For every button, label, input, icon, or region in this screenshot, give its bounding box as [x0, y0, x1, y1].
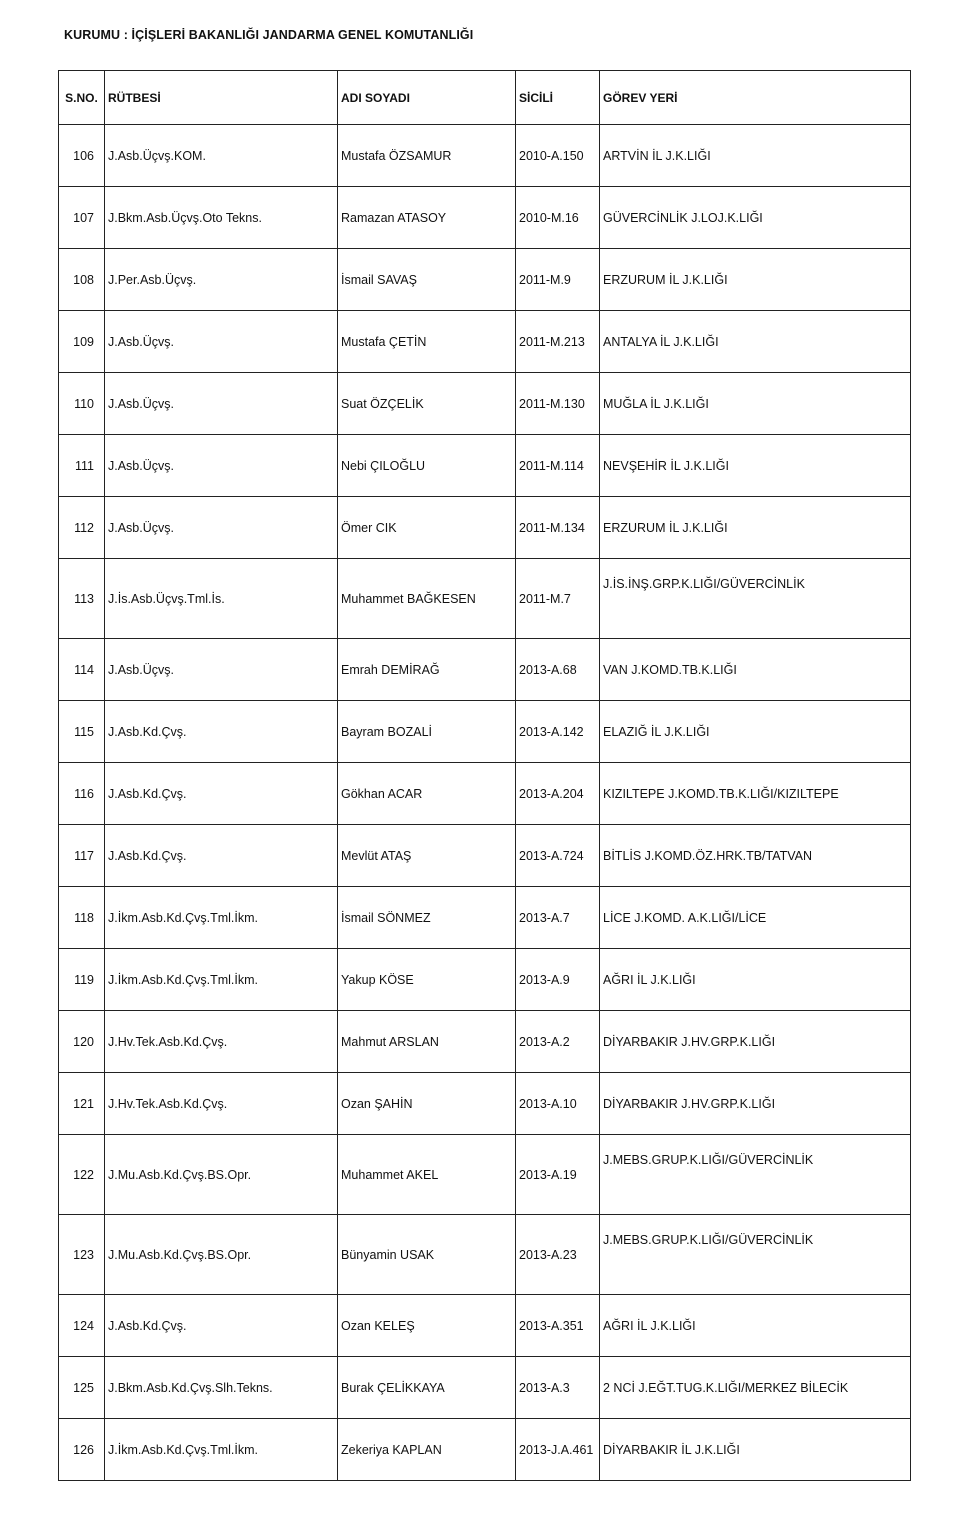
cell-sno: 108: [59, 249, 105, 311]
cell-rutbe: J.Mu.Asb.Kd.Çvş.BS.Opr.: [105, 1135, 338, 1215]
cell-sicil: 2013-A.142: [516, 701, 600, 763]
cell-adi-soyadi: Mustafa ÇETİN: [338, 311, 516, 373]
cell-adi-soyadi: Suat ÖZÇELİK: [338, 373, 516, 435]
column-header-adi-soyadi: ADI SOYADI: [338, 71, 516, 125]
cell-sno: 121: [59, 1073, 105, 1135]
cell-sno: 125: [59, 1357, 105, 1419]
cell-rutbe: J.Asb.Üçvş.: [105, 373, 338, 435]
cell-sicil: 2013-A.7: [516, 887, 600, 949]
cell-sno: 111: [59, 435, 105, 497]
table-row: [59, 639, 911, 701]
cell-sicil: 2013-A.19: [516, 1135, 600, 1215]
table-row: [59, 1215, 911, 1295]
cell-adi-soyadi: Zekeriya KAPLAN: [338, 1419, 516, 1481]
cell-adi-soyadi: Gökhan ACAR: [338, 763, 516, 825]
table-row: [59, 825, 911, 887]
cell-adi-soyadi: Muhammet BAĞKESEN: [338, 559, 516, 639]
table-row: [59, 497, 911, 559]
table-row: [59, 1419, 911, 1481]
cell-rutbe: J.Asb.Kd.Çvş.: [105, 1295, 338, 1357]
cell-sicil: 2011-M.134: [516, 497, 600, 559]
cell-rutbe: J.Bkm.Asb.Üçvş.Oto Tekns.: [105, 187, 338, 249]
cell-gorev-yeri: AĞRI İL J.K.LIĞI: [600, 949, 911, 1011]
cell-sicil: 2011-M.9: [516, 249, 600, 311]
cell-gorev-yeri: NEVŞEHİR İL J.K.LIĞI: [600, 435, 911, 497]
table-row: [59, 763, 911, 825]
table-row: [59, 1135, 911, 1215]
table-row: [59, 1011, 911, 1073]
cell-gorev-yeri: MUĞLA İL J.K.LIĞI: [600, 373, 911, 435]
table-row: [59, 559, 911, 639]
cell-adi-soyadi: İsmail SAVAŞ: [338, 249, 516, 311]
table-row: [59, 1073, 911, 1135]
table-row: [59, 701, 911, 763]
cell-sno: 119: [59, 949, 105, 1011]
cell-sicil: 2013-A.3: [516, 1357, 600, 1419]
cell-gorev-yeri: ELAZIĞ İL J.K.LIĞI: [600, 701, 911, 763]
cell-gorev-yeri: DİYARBAKIR İL J.K.LIĞI: [600, 1419, 911, 1481]
table-row: [59, 435, 911, 497]
cell-sicil: 2013-J.A.461: [516, 1419, 600, 1481]
cell-adi-soyadi: Mevlüt ATAŞ: [338, 825, 516, 887]
table-row: [59, 373, 911, 435]
table-row: [59, 249, 911, 311]
cell-sno: 118: [59, 887, 105, 949]
table-header: [59, 71, 911, 125]
cell-sicil: 2013-A.724: [516, 825, 600, 887]
column-header-sno: S.NO.: [59, 71, 105, 125]
cell-sno: 106: [59, 125, 105, 187]
cell-rutbe: J.İkm.Asb.Kd.Çvş.Tml.İkm.: [105, 949, 338, 1011]
cell-rutbe: J.Asb.Üçvş.: [105, 497, 338, 559]
cell-sno: 126: [59, 1419, 105, 1481]
cell-sicil: 2011-M.130: [516, 373, 600, 435]
cell-rutbe: J.Asb.Kd.Çvş.: [105, 763, 338, 825]
cell-gorev-yeri: GÜVERCİNLİK J.LOJ.K.LIĞI: [600, 187, 911, 249]
cell-adi-soyadi: Muhammet AKEL: [338, 1135, 516, 1215]
cell-adi-soyadi: Ozan ŞAHİN: [338, 1073, 516, 1135]
table-row: [59, 949, 911, 1011]
cell-gorev-yeri: KIZILTEPE J.KOMD.TB.K.LIĞI/KIZILTEPE: [600, 763, 911, 825]
document-header: KURUMU : İÇİŞLERİ BAKANLIĞI JANDARMA GENEL KOMUTANLIĞI: [64, 28, 474, 42]
cell-sno: 109: [59, 311, 105, 373]
cell-gorev-yeri: BİTLİS J.KOMD.ÖZ.HRK.TB/TATVAN: [600, 825, 911, 887]
cell-rutbe: J.Asb.Üçvş.: [105, 311, 338, 373]
cell-adi-soyadi: Nebi ÇILOĞLU: [338, 435, 516, 497]
table-row: [59, 1357, 911, 1419]
table-row: [59, 311, 911, 373]
cell-adi-soyadi: Ozan KELEŞ: [338, 1295, 516, 1357]
cell-gorev-yeri: LİCE J.KOMD. A.K.LIĞI/LİCE: [600, 887, 911, 949]
cell-sicil: 2010-A.150: [516, 125, 600, 187]
cell-gorev-yeri: ARTVİN İL J.K.LIĞI: [600, 125, 911, 187]
cell-sno: 123: [59, 1215, 105, 1295]
cell-sicil: 2013-A.23: [516, 1215, 600, 1295]
cell-rutbe: J.Asb.Kd.Çvş.: [105, 825, 338, 887]
cell-adi-soyadi: Bayram BOZALİ: [338, 701, 516, 763]
cell-sno: 122: [59, 1135, 105, 1215]
cell-adi-soyadi: Bünyamin USAK: [338, 1215, 516, 1295]
table-body: [59, 125, 911, 1481]
cell-gorev-yeri: ANTALYA İL J.K.LIĞI: [600, 311, 911, 373]
cell-rutbe: J.Asb.Kd.Çvş.: [105, 701, 338, 763]
cell-rutbe: J.Hv.Tek.Asb.Kd.Çvş.: [105, 1011, 338, 1073]
cell-sicil: 2011-M.213: [516, 311, 600, 373]
cell-sno: 116: [59, 763, 105, 825]
cell-sno: 117: [59, 825, 105, 887]
cell-sicil: 2011-M.114: [516, 435, 600, 497]
cell-adi-soyadi: Ramazan ATASOY: [338, 187, 516, 249]
cell-gorev-yeri: VAN J.KOMD.TB.K.LIĞI: [600, 639, 911, 701]
cell-gorev-yeri: J.MEBS.GRUP.K.LIĞI/GÜVERCİNLİK: [600, 1135, 911, 1215]
cell-rutbe: J.İs.Asb.Üçvş.Tml.İs.: [105, 559, 338, 639]
column-header-gorev-yeri: GÖREV YERİ: [600, 71, 911, 125]
cell-sicil: 2013-A.9: [516, 949, 600, 1011]
column-header-rutbe: RÜTBESİ: [105, 71, 338, 125]
cell-gorev-yeri: 2 NCİ J.EĞT.TUG.K.LIĞI/MERKEZ BİLECİK: [600, 1357, 911, 1419]
cell-adi-soyadi: Burak ÇELİKKAYA: [338, 1357, 516, 1419]
column-header-sicil: SİCİLİ: [516, 71, 600, 125]
header-row: [59, 71, 911, 125]
cell-adi-soyadi: İsmail SÖNMEZ: [338, 887, 516, 949]
cell-sno: 115: [59, 701, 105, 763]
cell-rutbe: J.Asb.Üçvş.: [105, 435, 338, 497]
cell-sno: 110: [59, 373, 105, 435]
table-row: [59, 887, 911, 949]
cell-sicil: 2013-A.204: [516, 763, 600, 825]
cell-gorev-yeri: AĞRI İL J.K.LIĞI: [600, 1295, 911, 1357]
cell-rutbe: J.Asb.Üçvş.KOM.: [105, 125, 338, 187]
cell-rutbe: J.Per.Asb.Üçvş.: [105, 249, 338, 311]
personnel-table: [58, 70, 911, 1481]
cell-adi-soyadi: Yakup KÖSE: [338, 949, 516, 1011]
cell-sicil: 2013-A.10: [516, 1073, 600, 1135]
cell-adi-soyadi: Mahmut ARSLAN: [338, 1011, 516, 1073]
cell-sicil: 2013-A.2: [516, 1011, 600, 1073]
cell-rutbe: J.Mu.Asb.Kd.Çvş.BS.Opr.: [105, 1215, 338, 1295]
cell-adi-soyadi: Emrah DEMİRAĞ: [338, 639, 516, 701]
cell-sicil: 2010-M.16: [516, 187, 600, 249]
cell-sicil: 2013-A.351: [516, 1295, 600, 1357]
cell-sno: 107: [59, 187, 105, 249]
cell-adi-soyadi: Ömer CIK: [338, 497, 516, 559]
cell-gorev-yeri: DİYARBAKIR J.HV.GRP.K.LIĞI: [600, 1073, 911, 1135]
cell-rutbe: J.İkm.Asb.Kd.Çvş.Tml.İkm.: [105, 887, 338, 949]
table-row: [59, 187, 911, 249]
table-row: [59, 1295, 911, 1357]
cell-sicil: 2013-A.68: [516, 639, 600, 701]
cell-gorev-yeri: ERZURUM İL J.K.LIĞI: [600, 497, 911, 559]
cell-gorev-yeri: J.İS.İNŞ.GRP.K.LIĞI/GÜVERCİNLİK: [600, 559, 911, 639]
cell-gorev-yeri: J.MEBS.GRUP.K.LIĞI/GÜVERCİNLİK: [600, 1215, 911, 1295]
cell-sno: 112: [59, 497, 105, 559]
cell-rutbe: J.Bkm.Asb.Kd.Çvş.Slh.Tekns.: [105, 1357, 338, 1419]
cell-sno: 113: [59, 559, 105, 639]
cell-sno: 120: [59, 1011, 105, 1073]
cell-sicil: 2011-M.7: [516, 559, 600, 639]
table-row: [59, 125, 911, 187]
cell-adi-soyadi: Mustafa ÖZSAMUR: [338, 125, 516, 187]
cell-gorev-yeri: ERZURUM İL J.K.LIĞI: [600, 249, 911, 311]
cell-rutbe: J.Asb.Üçvş.: [105, 639, 338, 701]
cell-sno: 124: [59, 1295, 105, 1357]
cell-gorev-yeri: DİYARBAKIR J.HV.GRP.K.LIĞI: [600, 1011, 911, 1073]
cell-rutbe: J.İkm.Asb.Kd.Çvş.Tml.İkm.: [105, 1419, 338, 1481]
cell-sno: 114: [59, 639, 105, 701]
cell-rutbe: J.Hv.Tek.Asb.Kd.Çvş.: [105, 1073, 338, 1135]
